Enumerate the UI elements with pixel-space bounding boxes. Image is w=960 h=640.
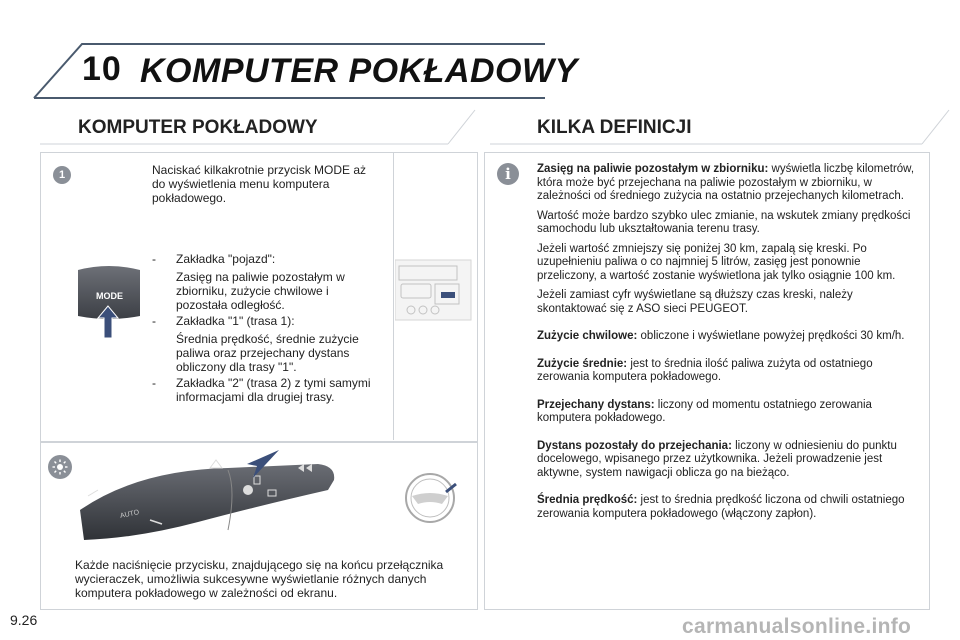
step-badge: 1 [53, 166, 71, 184]
info-icon: i [497, 163, 519, 185]
page-number: 9.26 [10, 612, 38, 628]
wiper-stalk-illustration [78, 450, 368, 545]
list-item: - Zakładka "2" (trasa 2) z tymi samymi informacjami dla drugiej trasy. [152, 376, 382, 404]
mode-button-illustration [74, 262, 144, 342]
definitions-list [537, 163, 921, 527]
list-item: - Zakładka "1" (trasa 1): Średnia prędkość, średnie zużycie paliwa oraz przejechany dystans obliczony dla trasy "1". [152, 314, 382, 374]
list-item: - Zakładka "pojazd": Zasięg na paliwie pozostałym w zbiorniku, zużycie chwilowe i pozostała odległość. [152, 252, 382, 312]
tab-list [152, 252, 382, 404]
right-section-heading: KILKA DEFINICJI [537, 117, 692, 138]
definition-note: Jeżeli wartość zmniejszy się poniżej 30 km, zapalą się kreski. Po uzupełnieniu paliwa o co najmniej 5 litrów, zasięg jest ponownie przeliczony, a wartość zostanie wyświetlona jak tylko osiągnie 100 km. [537, 242, 896, 282]
tab-description: Średnia prędkość, średnie zużycie paliwa oraz przejechany dystans obliczony dla trasy "1". [176, 332, 359, 374]
definition-note: Jeżeli zamiast cyfr wyświetlane są dłuższy czas kreski, należy skontaktować się z ASO sieci PEUGEOT. [537, 289, 853, 315]
definition-average: Zużycie średnie: jest to średnia ilość paliwa zużyta od ostatniego zerowania komputera pokładowego. [537, 357, 873, 383]
panel-divider [393, 152, 394, 440]
sun-icon [48, 455, 72, 479]
left-section-heading: KOMPUTER POKŁADOWY [78, 117, 318, 138]
definition-remaining: Dystans pozostały do przejechania: liczony w odniesieniu do punktu docelowego, wpisanego przez użytkownika. Jeżeli prowadzenie jest aktywne, system nawigacji oblicza go na bieżąco. [537, 439, 897, 479]
chapter-number: 10 [82, 50, 122, 88]
tab-title: Zakładka "1" (trasa 1): [176, 314, 295, 328]
chapter-title: KOMPUTER POKŁADOWY [140, 52, 578, 90]
stalk-auto-label: AUTO [119, 509, 140, 520]
pointer-arrow-icon [245, 448, 285, 480]
definition-speed: Średnia prędkość: jest to średnia prędkość liczona od chwili ostatniego zerowania komputera pokładowego (włączony zapłon). [537, 494, 905, 520]
dashboard-illustration [395, 256, 475, 326]
definition-note: Wartość może bardzo szybko ulec zmianie, na wskutek zmiany prędkości samochodu lub ukształtowania terenu trasy. [537, 209, 911, 235]
tab-description: Zasięg na paliwie pozostałym w zbiorniku, zużycie chwilowe i pozostała odległość. [176, 270, 345, 312]
mode-button-label: MODE [96, 291, 123, 301]
definition-instant: Zużycie chwilowe: obliczone i wyświetlane powyżej prędkości 30 km/h. [537, 330, 905, 342]
definition-range: Zasięg na paliwie pozostałym w zbiorniku: wyświetla liczbę kilometrów, która może być przejechana na paliwie pozostałym w zbiorniku, w zależności od średniego zużycia na ostatnio przejechanych kilometrach. [537, 163, 915, 202]
steering-wheel-icon [402, 470, 462, 526]
tab-title: Zakładka "pojazd": [176, 252, 276, 266]
watermark: carmanualsonline.info [682, 615, 912, 638]
definition-distance: Przejechany dystans: liczony od momentu ostatniego zerowania komputera pokładowego. [537, 398, 872, 424]
tab-title: Zakładka "2" (trasa 2) z tymi samymi informacjami dla drugiej trasy. [176, 376, 371, 404]
stalk-text: Każde naciśnięcie przycisku, znajdującego się na końcu przełącznika wycieraczek, umożliwia sukcesywne wyświetlanie różnych danych komputera pokładowego w zależności od ekranu. [75, 558, 444, 600]
intro-text: Naciskać kilkakrotnie przycisk MODE aż do wyświetlenia menu komputera pokładowego. [152, 163, 367, 205]
